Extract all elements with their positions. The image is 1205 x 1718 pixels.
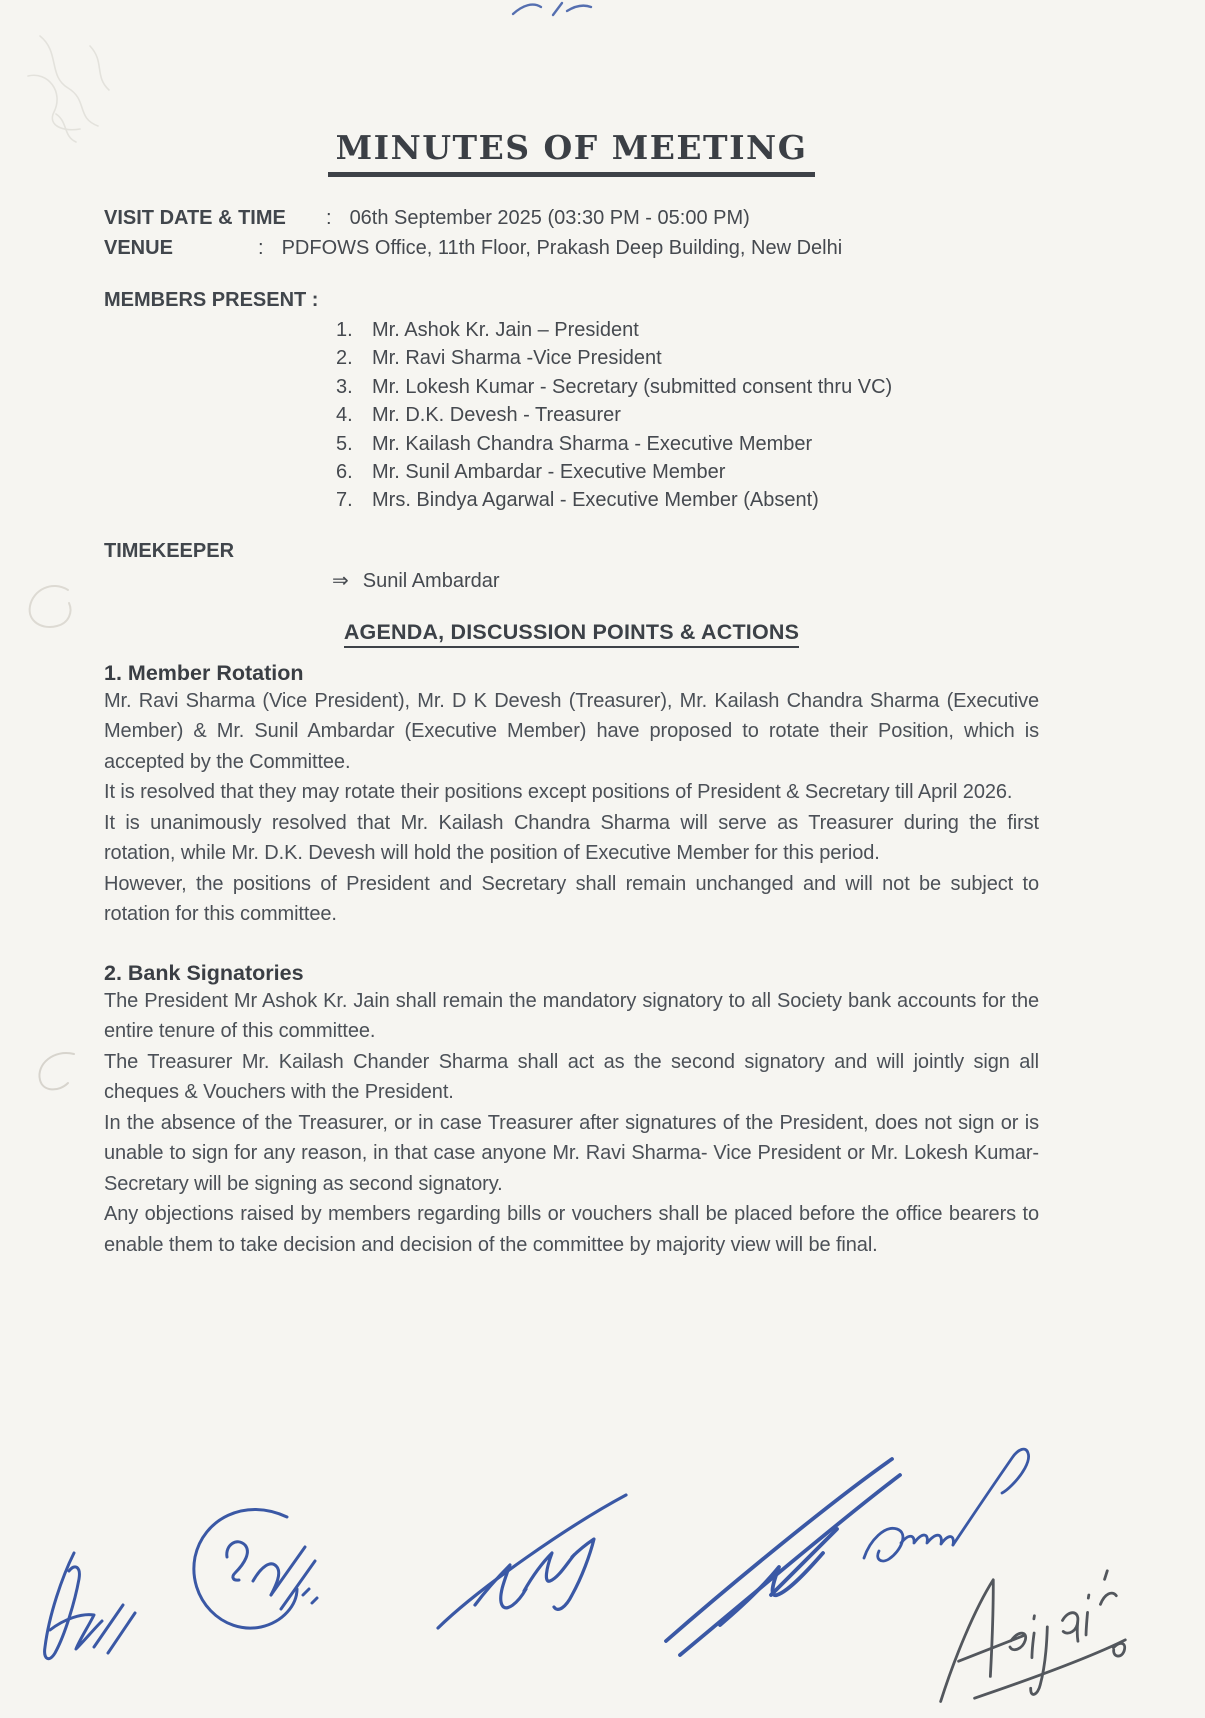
member-number: 3. (336, 375, 353, 398)
member-item (336, 430, 1039, 458)
venue-row (104, 233, 1039, 263)
paragraph: Mr. Ravi Sharma (Vice President), Mr. D K Devesh (Treasurer), Mr. Kailash Chandra Sharma (Executive Member) & Mr. Sunil Ambardar (Executive Member) have proposed to rotate their Position, which is accepted by the Committee. (104, 689, 1039, 773)
double-arrow-icon: ⇒ (332, 569, 349, 592)
title-block (104, 0, 1039, 177)
member-item (336, 373, 1039, 401)
paragraph: However, the positions of President and Secretary shall remain unchanged and will not be subject to rotation for this committee. (104, 872, 1039, 926)
members-list (336, 316, 1039, 515)
agenda-heading: AGENDA, DISCUSSION POINTS & ACTIONS (344, 620, 799, 648)
member-item (336, 486, 1039, 514)
member-label: Mr. Kailash Chandra Sharma - Executive Member (372, 432, 813, 455)
agenda-heading-block (104, 620, 1039, 648)
document-title: MINUTES OF MEETING (328, 128, 816, 177)
signature-5 (848, 1436, 1046, 1598)
member-label: Mr. Ravi Sharma -Vice President (372, 347, 662, 370)
member-item (336, 344, 1039, 372)
section-1-heading: 1. Member Rotation (104, 660, 304, 685)
member-label: Mr. D.K. Devesh - Treasurer (372, 404, 621, 427)
visit-date-label: VISIT DATE & TIME (104, 207, 286, 229)
paragraph: It is resolved that they may rotate their positions except positions of President & Secretary till April 2026. (104, 781, 1013, 804)
member-label: Mr. Ashok Kr. Jain – President (372, 319, 639, 341)
timekeeper-name: Sunil Ambardar (362, 569, 500, 592)
venue-value: PDFOWS Office, 11th Floor, Prakash Deep Building, New Delhi (281, 237, 843, 259)
member-number: 6. (336, 461, 353, 484)
paragraph: Any objections raised by members regarding bills or vouchers shall be placed before the office bearers to enable them to take decision and decision of the committee by majority view will be final. (104, 1203, 1039, 1256)
visit-date-value: 06th September 2025 (03:30 PM - 05:00 PM) (349, 207, 750, 229)
separator: : (326, 207, 332, 229)
member-number: 5. (336, 432, 353, 455)
paragraph: In the absence of the Treasurer, or in case Treasurer after signatures of the President, does not sign or is unable to sign for any reason, in that case anyone Mr. Ravi Sharma- Vice President or Mr. Lokesh Kumar- Secretary will be signing as second signatory. (104, 1111, 1039, 1195)
member-number: 1. (336, 319, 353, 341)
meta-block (104, 203, 1039, 263)
paragraph: The President Mr Ashok Kr. Jain shall remain the mandatory signatory to all Society bank accounts for the entire tenure of this committee. (104, 989, 1039, 1043)
member-item (336, 316, 1039, 344)
member-item (336, 401, 1039, 429)
venue-label: VENUE (104, 237, 173, 259)
members-present-heading: MEMBERS PRESENT : (104, 289, 319, 311)
signature-1 (30, 1535, 148, 1675)
signature-4 (650, 1443, 906, 1663)
signature-3 (420, 1483, 648, 1648)
visit-date-row (104, 203, 1039, 233)
separator: : (258, 237, 264, 259)
timekeeper-heading: TIMEKEEPER (104, 539, 235, 562)
signature-2 (175, 1495, 327, 1647)
member-number: 4. (336, 404, 353, 427)
paragraph: It is unanimously resolved that Mr. Kailash Chandra Sharma will serve as Treasurer during the first rotation, while Mr. D.K. Devesh will hold the position of Executive Member for this period. (104, 811, 1039, 865)
member-label: Mrs. Bindya Agarwal - Executive Member (Absent) (372, 489, 819, 512)
section-2-heading: 2. Bank Signatories (104, 960, 304, 985)
member-label: Mr. Lokesh Kumar - Secretary (submitted consent thru VC) (372, 375, 893, 398)
signature-6 (899, 1522, 1142, 1718)
timekeeper-entry (332, 567, 1039, 595)
paragraph: The Treasurer Mr. Kailash Chander Sharma shall act as the second signatory and will jointly sign all cheques & Vouchers with the President. (104, 1050, 1039, 1104)
member-item (336, 458, 1039, 486)
member-number: 2. (336, 347, 353, 370)
member-label: Mr. Sunil Ambardar - Executive Member (372, 461, 726, 484)
member-number: 7. (336, 489, 353, 512)
